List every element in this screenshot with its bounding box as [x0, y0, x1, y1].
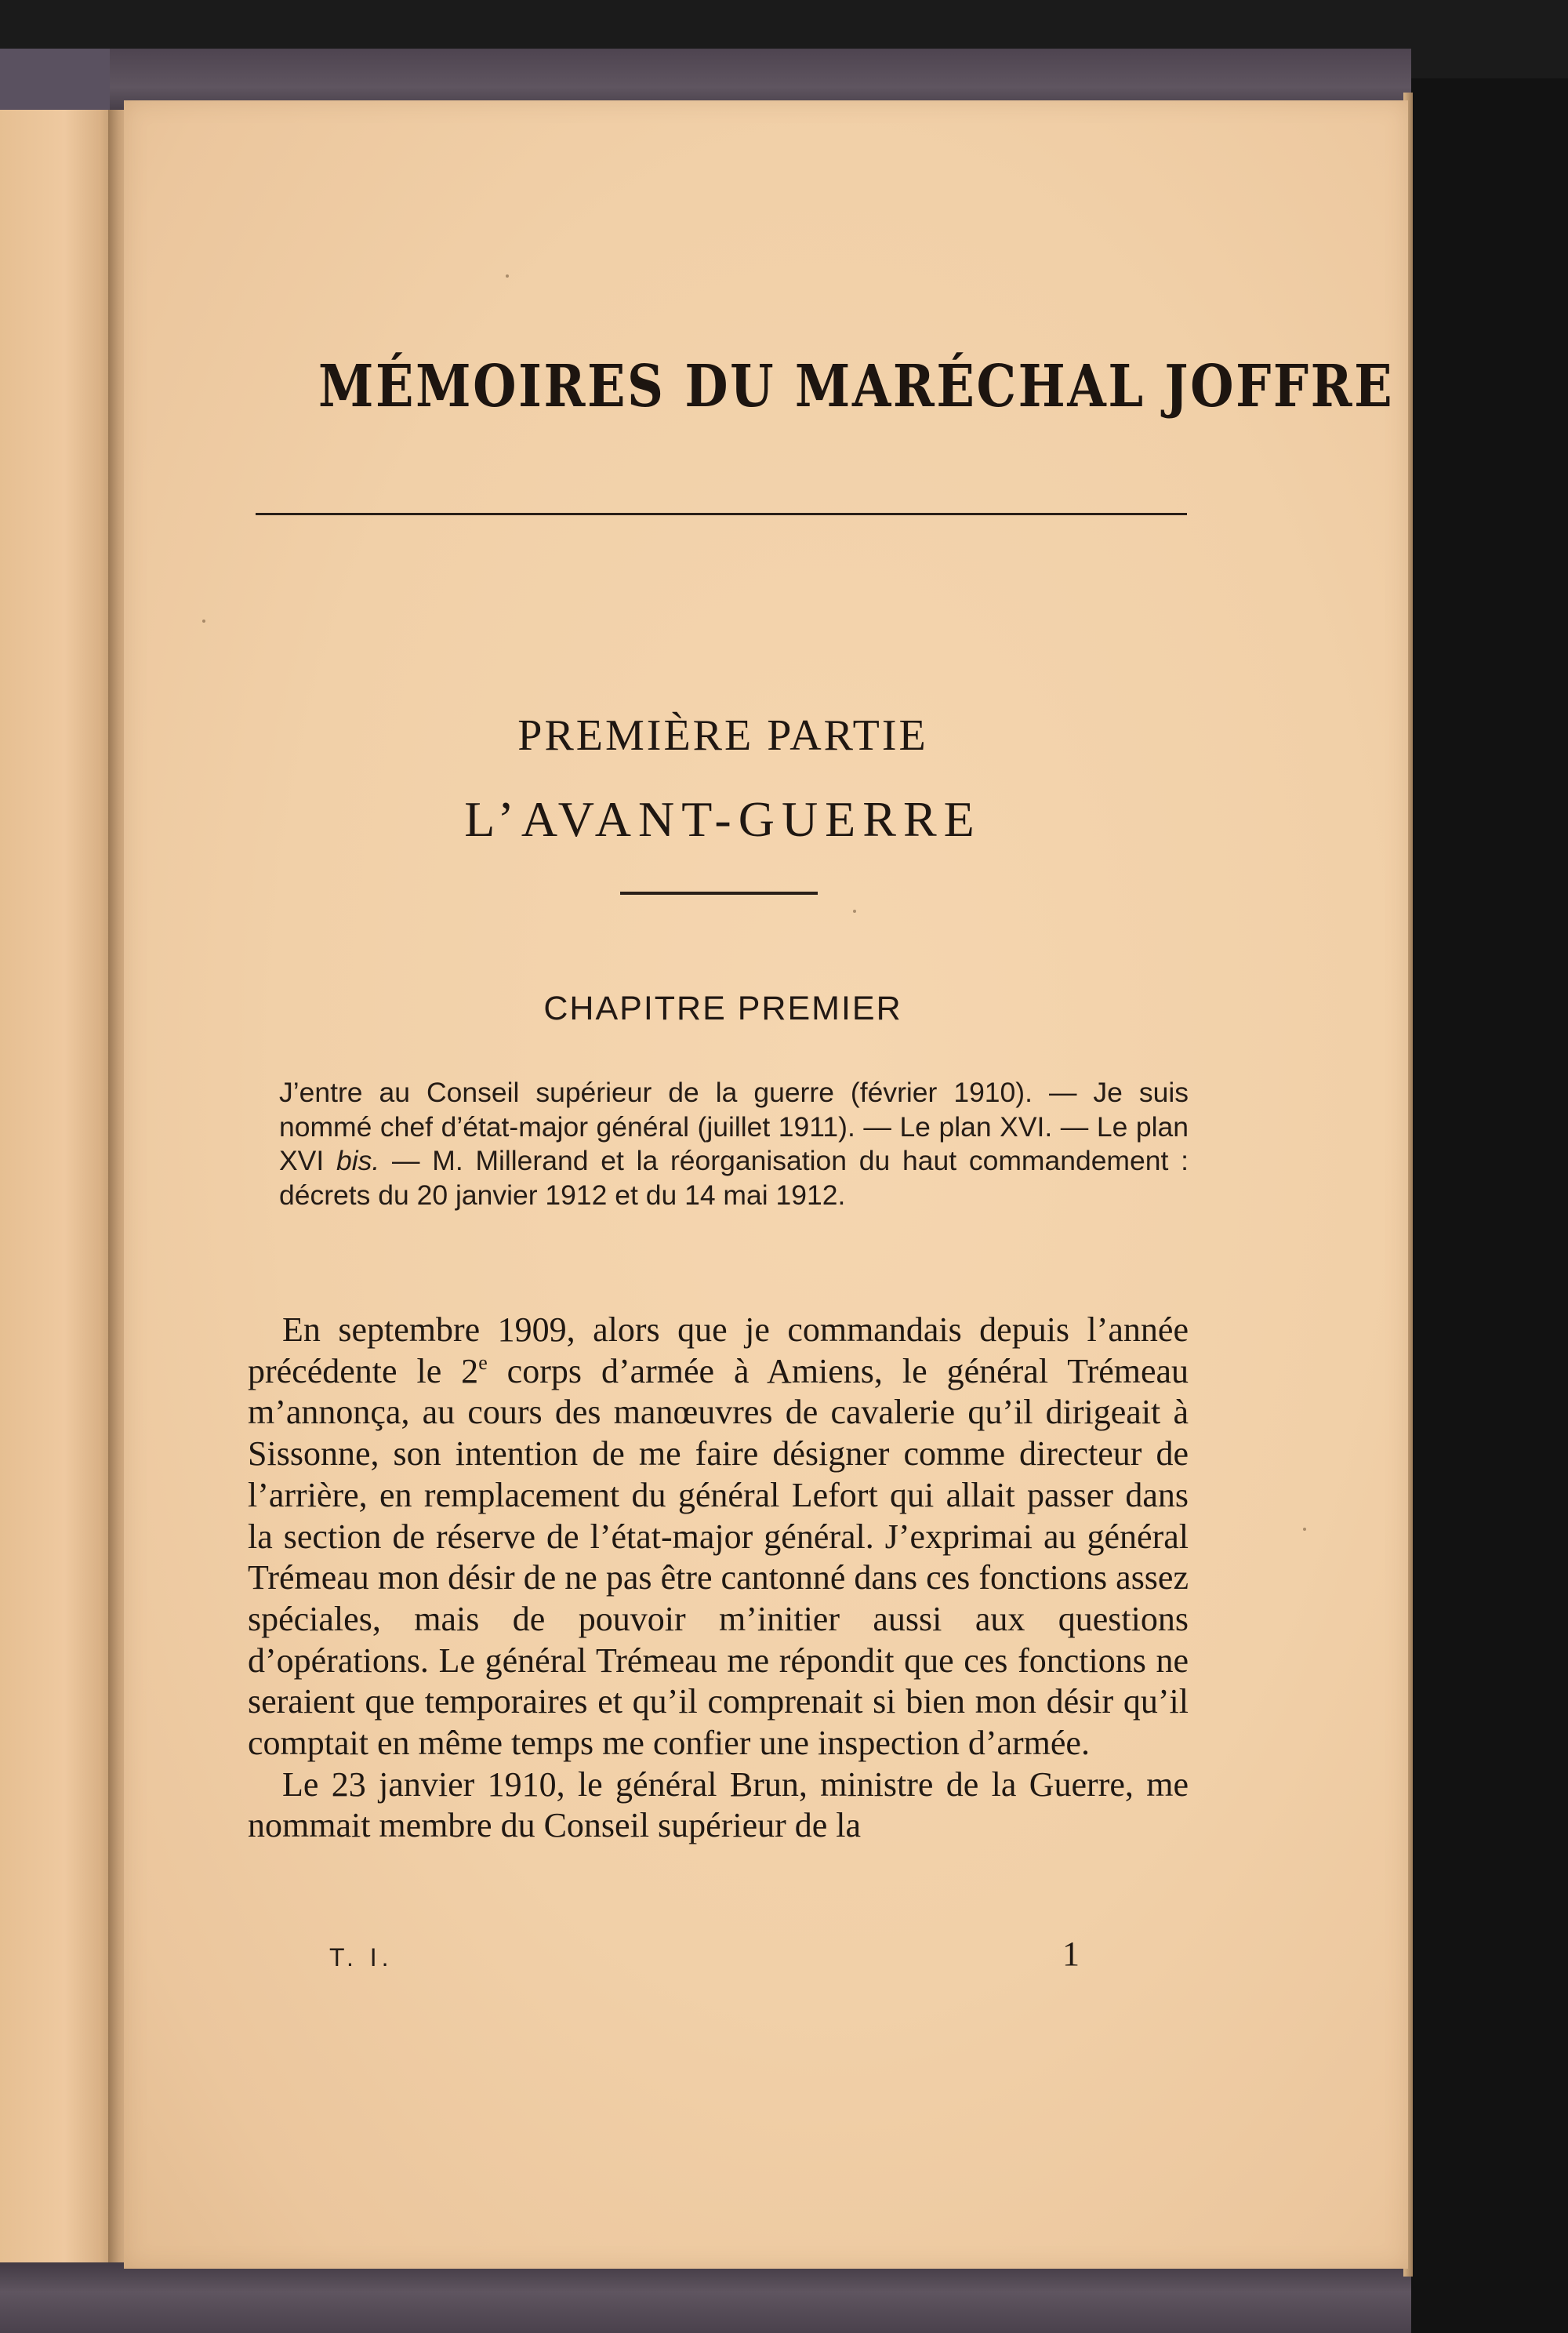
part-name: L’AVANT-GUERRE [464, 791, 982, 847]
page-number: 1 [1062, 1935, 1080, 1973]
title-rule [256, 513, 1187, 515]
paragraph-1-a: En septembre 1909, alors que je commandais depuis l’année précédente le 2 [248, 1310, 1189, 1390]
background-board [1411, 78, 1568, 2333]
paper-speck [202, 620, 205, 623]
signature-mark: T. I. [329, 1943, 394, 1971]
body-text [248, 1310, 1189, 1847]
summary-text-b: — M. Millerand et la réorganisation du haut commandement : décrets du 20 janvier 1912 et du 14 mai 1912. [279, 1145, 1189, 1211]
summary-italic: bis. [336, 1145, 380, 1176]
summary-text-a: J’entre au Conseil supérieur de la guerre (février 1910). — Je suis nommé chef d’état-major général (juillet 1911). — Le plan XVI. — Le plan XVI [279, 1077, 1189, 1176]
paper-speck [1303, 1528, 1306, 1531]
facing-page-edge [0, 110, 118, 2262]
paper-speck [506, 274, 509, 278]
part-label: PREMIÈRE PARTIE [517, 711, 928, 760]
paragraph-1 [248, 1310, 1189, 1764]
ordinal-superscript: e [478, 1350, 488, 1374]
chapter-summary [279, 1076, 1189, 1212]
chapter-title: CHAPITRE PREMIER [543, 990, 902, 1027]
book-title: MÉMOIRES DU MARÉCHAL JOFFRE [318, 353, 1395, 420]
paper-speck [853, 910, 856, 913]
paragraph-2: Le 23 janvier 1910, le général Brun, ministre de la Guerre, me nommait membre du Conseil supérieur de la [248, 1764, 1189, 1845]
part-rule [620, 892, 818, 895]
paragraph-1-b: corps d’armée à Amiens, le général Trémeau m’annonça, au cours des manœuvres de cavalerie qu’il dirigeait à Sissonne, son intention de me faire désigner comme directeur de l’arrière, en remplacement du général Lefort qui allait passer dans la section de réserve de l’état-major général. J’exprimai au général Trémeau mon désir de ne pas être cantonné dans ces fonctions assez spéciales, mais de pouvoir m’initier aussi aux questions d’opérations. Le général Trémeau me répondit que ces fonctions ne seraient que temporaires et qu’il comprenait si bien mon désir qu’il comptait en même temps me confier une inspection d’armée. [248, 1351, 1189, 1763]
book-cover-bottom [0, 2259, 1411, 2333]
